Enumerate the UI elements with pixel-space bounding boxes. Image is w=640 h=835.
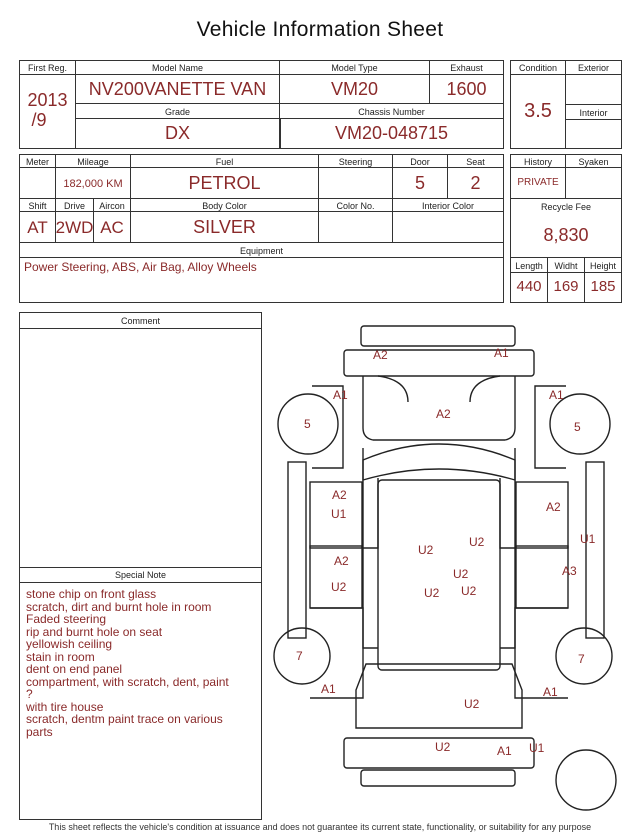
damage-mark: U2 (331, 580, 347, 594)
comment-panel (19, 312, 262, 820)
damage-mark: U2 (435, 740, 451, 754)
damage-mark: U2 (464, 697, 480, 711)
first-reg-year: 2013 (27, 90, 68, 110)
special-note-line: scratch, dirt and burnt hole in room (26, 599, 212, 614)
first-reg-label: First Reg. (27, 63, 67, 73)
right-headlight-shape (470, 376, 500, 402)
grade-label: Grade (164, 107, 190, 117)
damage-mark: U2 (418, 543, 434, 557)
meter-label: Meter (25, 157, 49, 167)
width-label: Widht (554, 261, 578, 271)
condition-value: 3.5 (524, 100, 552, 122)
door-value: 5 (414, 173, 425, 193)
equipment-value: Power Steering, ABS, Air Bag, Alloy Wheels (24, 260, 257, 274)
damage-mark: 7 (578, 652, 585, 666)
drive-value: 2WD (55, 218, 94, 237)
damage-mark: A3 (562, 564, 577, 578)
right-a-pillar-shape (500, 448, 515, 548)
damage-mark: A2 (373, 348, 388, 362)
door-label: Door (410, 157, 430, 167)
special-note-line: stain in room (26, 649, 95, 664)
mileage-value: 182,000 KM (63, 178, 123, 190)
special-note-line: parts (26, 724, 53, 739)
aircon-value: AC (100, 218, 124, 237)
special-note-line: stone chip on front glass (26, 587, 157, 601)
body-color-label: Body Color (202, 201, 247, 211)
special-note-list (26, 588, 258, 738)
model-type-divider (279, 74, 430, 104)
interior-label: Interior (579, 108, 608, 118)
right-c-pillar-shape (500, 548, 515, 648)
drive-label: Drive (63, 201, 85, 211)
length-label: Length (515, 261, 543, 271)
damage-mark: A2 (546, 500, 561, 514)
height-value: 185 (590, 278, 616, 295)
front-bumper-top-shape (361, 326, 515, 346)
color-no-label: Color No. (336, 201, 375, 211)
mileage-label: Mileage (77, 157, 109, 167)
exhaust-label: Exhaust (450, 63, 483, 73)
special-note-line: dent on end panel (26, 662, 123, 676)
aircon-label: Aircon (99, 201, 125, 211)
right-side-strip-shape (586, 462, 604, 638)
damage-mark: A1 (494, 346, 509, 360)
fuel-label: Fuel (215, 157, 234, 167)
roof-shape (378, 480, 500, 670)
damage-mark: 5 (304, 417, 311, 431)
model-type-value: VM20 (330, 79, 379, 99)
exterior-label: Exterior (577, 63, 609, 73)
model-name-value: NV200VANETTE VAN (88, 79, 267, 99)
comment-header: Comment (20, 313, 261, 329)
grade-chassis-divider (279, 118, 281, 149)
damage-mark: A1 (321, 682, 336, 696)
damage-mark: 5 (574, 420, 581, 434)
damage-mark: A1 (543, 685, 558, 699)
length-value: 440 (516, 278, 542, 295)
damage-mark: U1 (331, 507, 347, 521)
damage-mark: A1 (497, 744, 512, 758)
left-a-pillar-shape (363, 448, 378, 548)
left-side-strip-shape (288, 462, 306, 638)
special-note-line: scratch, dentm paint trace on various (26, 712, 223, 726)
recycle-fee-label: Recycle Fee (540, 202, 592, 212)
damage-mark: A2 (436, 407, 451, 421)
model-type-label: Model Type (331, 63, 378, 73)
interior-color-value-cell (392, 211, 504, 243)
damage-mark: A1 (549, 388, 564, 402)
history-value: PRIVATE (517, 177, 559, 188)
seat-label: Seat (466, 157, 485, 167)
tailgate-shape (356, 664, 522, 728)
special-note-line: compartment, with scratch, dent, paint (26, 674, 229, 689)
left-c-pillar-shape (363, 548, 378, 648)
syaken-label: Syaken (578, 157, 609, 167)
recycle-fee-value: 8,830 (543, 225, 589, 245)
damage-mark: 7 (296, 649, 303, 663)
syaken-value-cell (565, 167, 622, 199)
condition-label: Condition (518, 63, 558, 73)
special-note-line: yellowish ceiling (26, 637, 113, 651)
damage-mark: U2 (469, 535, 485, 549)
exterior-cell (565, 74, 622, 105)
special-note-line: ? (26, 687, 33, 701)
damage-mark: A2 (334, 554, 349, 568)
grade-value: DX (164, 123, 190, 143)
first-reg-month: /9 (31, 110, 47, 130)
damage-mark: U1 (529, 741, 545, 755)
vehicle-damage-diagram (268, 318, 624, 818)
special-note-line: rip and burnt hole on seat (26, 624, 163, 639)
damage-mark: U2 (461, 584, 477, 598)
height-label: Height (589, 261, 616, 271)
windshield-shape (363, 444, 515, 480)
width-value: 169 (553, 278, 579, 295)
special-note-line: Faded steering (26, 612, 107, 626)
right-rear-quarter-shape (515, 608, 568, 698)
left-rear-quarter-shape (310, 608, 363, 698)
chassis-value: VM20-048715 (334, 123, 449, 143)
right-front-door-shape (516, 482, 568, 548)
special-note-line: with tire house (26, 699, 104, 714)
spare-wheel-shape (556, 750, 616, 810)
shift-label: Shift (28, 201, 47, 211)
color-no-value-cell (318, 211, 393, 243)
first-reg-header (19, 60, 76, 75)
steering-label: Steering (338, 157, 373, 167)
damage-mark: U1 (580, 532, 596, 546)
body-color-value: SILVER (193, 217, 256, 237)
interior-color-label: Interior Color (421, 201, 475, 211)
damage-mark: A2 (332, 488, 347, 502)
chassis-label: Chassis Number (358, 107, 425, 117)
page-title: Vehicle Information Sheet (196, 18, 444, 41)
seat-value: 2 (470, 173, 481, 193)
meter-value-cell (19, 167, 56, 199)
history-label: History (523, 157, 552, 167)
model-name-label: Model Name (151, 63, 204, 73)
damage-mark: A1 (333, 388, 348, 402)
damage-mark: U2 (424, 586, 440, 600)
shift-value: AT (27, 218, 48, 237)
disclaimer-footer: This sheet reflects the vehicle's condition at issuance and does not guarantee its current state, functionality, or suitability for any purpose (48, 822, 592, 832)
special-note-header: Special Note (20, 567, 261, 583)
right-rear-door-shape (516, 546, 568, 608)
exhaust-value: 1600 (446, 79, 487, 99)
left-headlight-shape (378, 376, 408, 402)
fuel-value: PETROL (188, 173, 261, 193)
rear-bumper-bottom-shape (361, 770, 515, 786)
steering-value-cell (318, 167, 393, 199)
damage-mark: U2 (453, 567, 469, 581)
equipment-label: Equipment (239, 246, 284, 256)
